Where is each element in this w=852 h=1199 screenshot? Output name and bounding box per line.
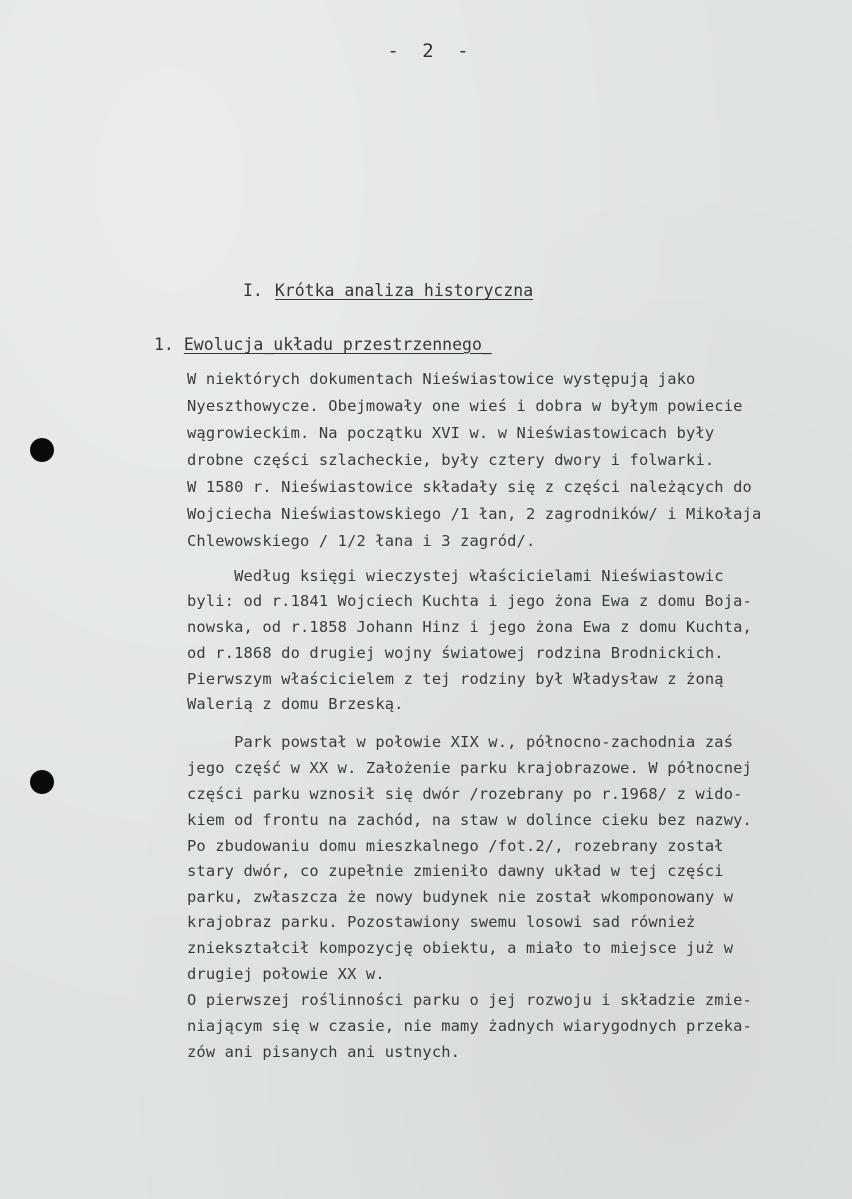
text-line: zniekształcił kompozycję obiektu, a miało to miejsce już w <box>187 939 734 957</box>
text-line: Według księgi wieczystej właścicielami Nieświastowic <box>187 567 724 585</box>
text-line: O pierwszej roślinności parku o jej rozwoju i składzie zmie- <box>187 991 752 1009</box>
text-line: stary dwór, co zupełnie zmieniło dawny układ w tej części <box>187 862 724 880</box>
punch-hole-top <box>30 438 54 462</box>
text-line: części parku wznosił się dwór /rozebrany po r.1968/ z wido- <box>187 785 743 803</box>
punch-hole-bottom <box>30 770 54 794</box>
text-line: Chlewowskiego / 1/2 łana i 3 zagród/. <box>187 532 536 550</box>
text-line: parku, zwłaszcza że nowy budynek nie został wkomponowany w <box>187 888 734 906</box>
subsection-heading-number: 1. <box>154 335 174 354</box>
section-heading-title: Krótka analiza historyczna <box>274 281 534 300</box>
text-line: nowska, od r.1858 Johann Hinz i jego żona Ewa z domu Kuchta, <box>187 618 752 636</box>
section-heading <box>243 281 533 300</box>
text-line: W niektórych dokumentach Nieświastowice występują jako <box>187 370 696 388</box>
text-line: drobne części szlacheckie, były cztery dwory i folwarki. <box>187 451 715 469</box>
text-line: Wojciecha Nieświastowskiego /1 łan, 2 zagrodników/ i Mikołaja <box>187 505 762 523</box>
text-line: W 1580 r. Nieświastowice składały się z części należących do <box>187 478 752 496</box>
text-line: wągrowieckim. Na początku XVI w. w Nieświastowicach były <box>187 424 715 442</box>
section-heading-number: I. <box>243 281 263 300</box>
text-line: kiem od frontu na zachód, na staw w dolince cieku bez nazwy. <box>187 811 752 829</box>
subsection-heading <box>154 335 492 354</box>
text-line: zów ani pisanych ani ustnych. <box>187 1043 461 1061</box>
text-line: Po zbudowaniu domu mieszkalnego /fot.2/, rozebrany został <box>187 837 724 855</box>
text-line: krajobraz parku. Pozostawiony swemu losowi sad również <box>187 913 696 931</box>
text-line: od r.1868 do drugiej wojny światowej rodzina Brodnickich. <box>187 644 724 662</box>
text-line: drugiej połowie XX w. <box>187 965 385 983</box>
text-line: byli: od r.1841 Wojciech Kuchta i jego żona Ewa z domu Boja- <box>187 592 752 610</box>
page-number: - 2 - <box>387 40 475 62</box>
text-line: niającym się w czasie, nie mamy żadnych wiarygodnych przeka- <box>187 1017 752 1035</box>
text-line: jego część w XX w. Założenie parku krajobrazowe. W północnej <box>187 759 752 777</box>
subsection-heading-title: Ewolucja_układu przestrzennego_ <box>183 335 492 354</box>
text-line: Nyeszthowycze. Obejmowały one wieś i dobra w byłym powiecie <box>187 397 743 415</box>
text-line: Pierwszym właścicielem z tej rodziny był Władysław z żoną <box>187 670 724 688</box>
text-line: Park powstał w połowie XIX w., północno-zachodnia zaś <box>187 733 734 751</box>
text-line: Walerią z domu Brzeską. <box>187 695 404 713</box>
